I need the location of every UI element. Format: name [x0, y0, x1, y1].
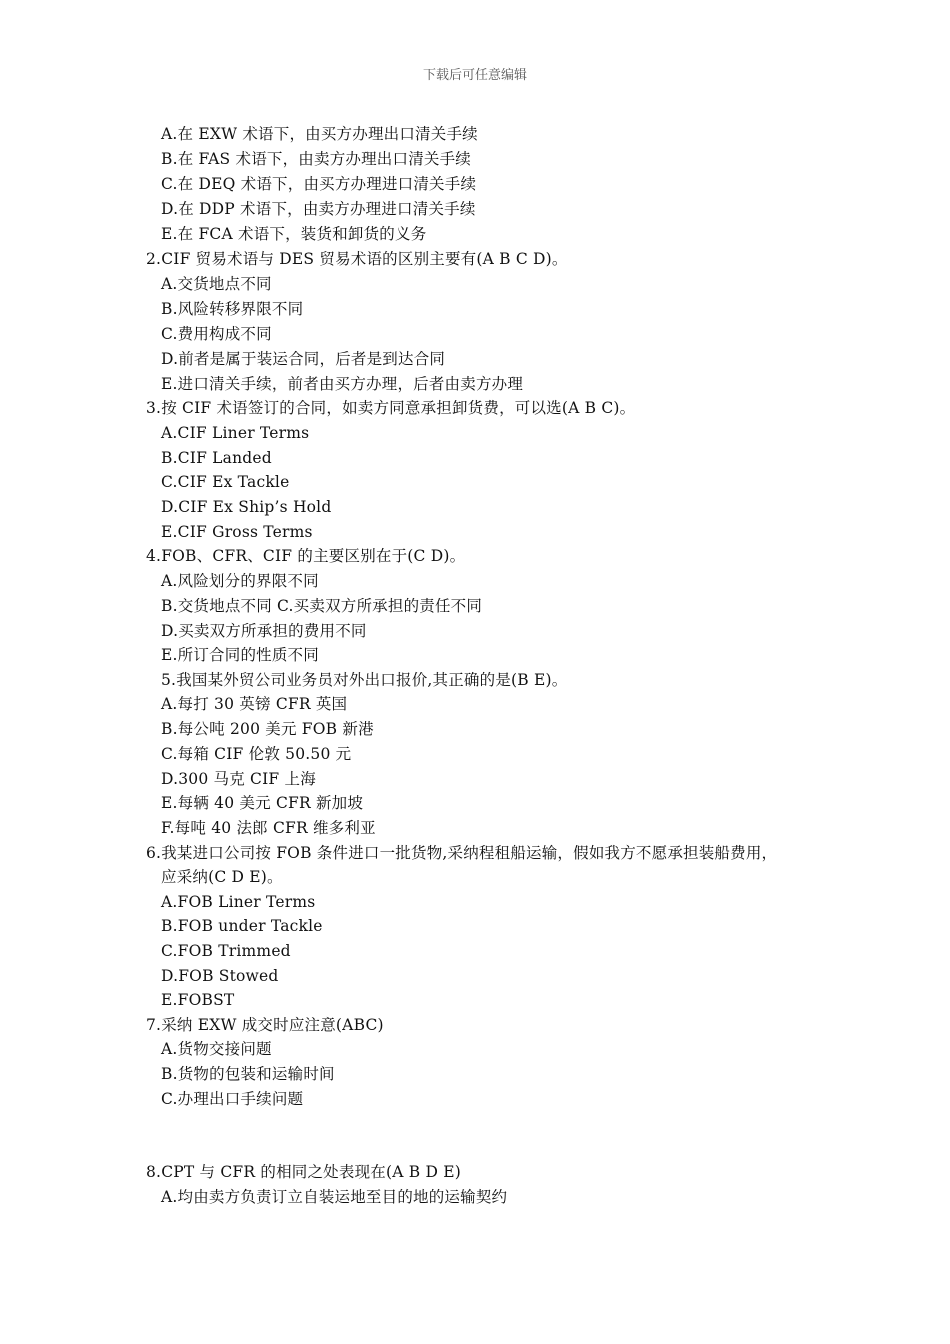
page-header: 下载后可任意编辑 [422, 68, 527, 83]
option-line: C.FOB Trimmed [161, 942, 291, 960]
option-line: E.每辆 40 美元 CFR 新加坡 [161, 794, 364, 812]
option-line: 应采纳(C D E)。 [161, 868, 283, 886]
question-line: 2.CIF 贸易术语与 DES 贸易术语的区别主要有(A B C D)。 [146, 250, 568, 268]
question-line: 7.采纳 EXW 成交时应注意(ABC) [146, 1016, 384, 1034]
option-line: A.风险划分的界限不同 [161, 572, 319, 590]
question-line: 3.按 CIF 术语签订的合同，如卖方同意承担卸货费，可以选(A B C)。 [146, 399, 636, 417]
option-line: B.在 FAS 术语下，由卖方办理出口清关手续 [161, 150, 471, 168]
question-line: 8.CPT 与 CFR 的相同之处表现在(A B D E) [146, 1163, 461, 1181]
option-line: 5.我国某外贸公司业务员对外出口报价,其正确的是(B E)。 [161, 671, 568, 689]
option-line: E.所订合同的性质不同 [161, 646, 319, 664]
option-line: B.货物的包装和运输时间 [161, 1065, 335, 1083]
option-line: A.每打 30 英镑 CFR 英国 [161, 695, 348, 713]
option-line: D.买卖双方所承担的费用不同 [161, 622, 367, 640]
option-line: E.CIF Gross Terms [161, 523, 313, 541]
option-line: C.CIF Ex Tackle [161, 473, 290, 491]
option-line: A.货物交接问题 [161, 1040, 272, 1058]
option-line: A.FOB Liner Terms [161, 893, 316, 911]
option-line: D.FOB Stowed [161, 967, 279, 985]
option-line: D.CIF Ex Ship’s Hold [161, 498, 332, 516]
option-line: F.每吨 40 法郎 CFR 维多利亚 [161, 819, 376, 837]
option-line: A.交货地点不同 [161, 275, 272, 293]
option-line: D.前者是属于装运合同，后者是到达合同 [161, 350, 446, 368]
option-line: B.每公吨 200 美元 FOB 新港 [161, 720, 374, 738]
option-line: A.CIF Liner Terms [161, 424, 310, 442]
option-line: C.每箱 CIF 伦敦 50.50 元 [161, 745, 352, 763]
option-line: C.在 DEQ 术语下，由买方办理进口清关手续 [161, 175, 477, 193]
option-line: E.在 FCA 术语下，装货和卸货的义务 [161, 225, 427, 243]
option-line: B.交货地点不同 C.买卖双方所承担的责任不同 [161, 597, 483, 615]
option-line: B.CIF Landed [161, 449, 272, 467]
question-line: 4.FOB、CFR、CIF 的主要区别在于(C D)。 [146, 547, 466, 565]
option-line: B.风险转移界限不同 [161, 300, 304, 318]
option-line: D.300 马克 CIF 上海 [161, 770, 316, 788]
option-line: E.进口清关手续，前者由买方办理，后者由卖方办理 [161, 375, 524, 393]
option-line: B.FOB under Tackle [161, 917, 323, 935]
option-line: D.在 DDP 术语下，由卖方办理进口清关手续 [161, 200, 476, 218]
option-line: C.办理出口手续问题 [161, 1090, 304, 1108]
option-line: A.在 EXW 术语下，由买方办理出口清关手续 [161, 125, 478, 143]
option-line: C.费用构成不同 [161, 325, 272, 343]
option-line: E.FOBST [161, 991, 235, 1009]
question-line: 6.我某进口公司按 FOB 条件进口一批货物,采纳程租船运输，假如我方不愿承担装船费用， [146, 844, 778, 862]
option-line: A.均由卖方负责订立自装运地至目的地的运输契约 [161, 1188, 508, 1206]
